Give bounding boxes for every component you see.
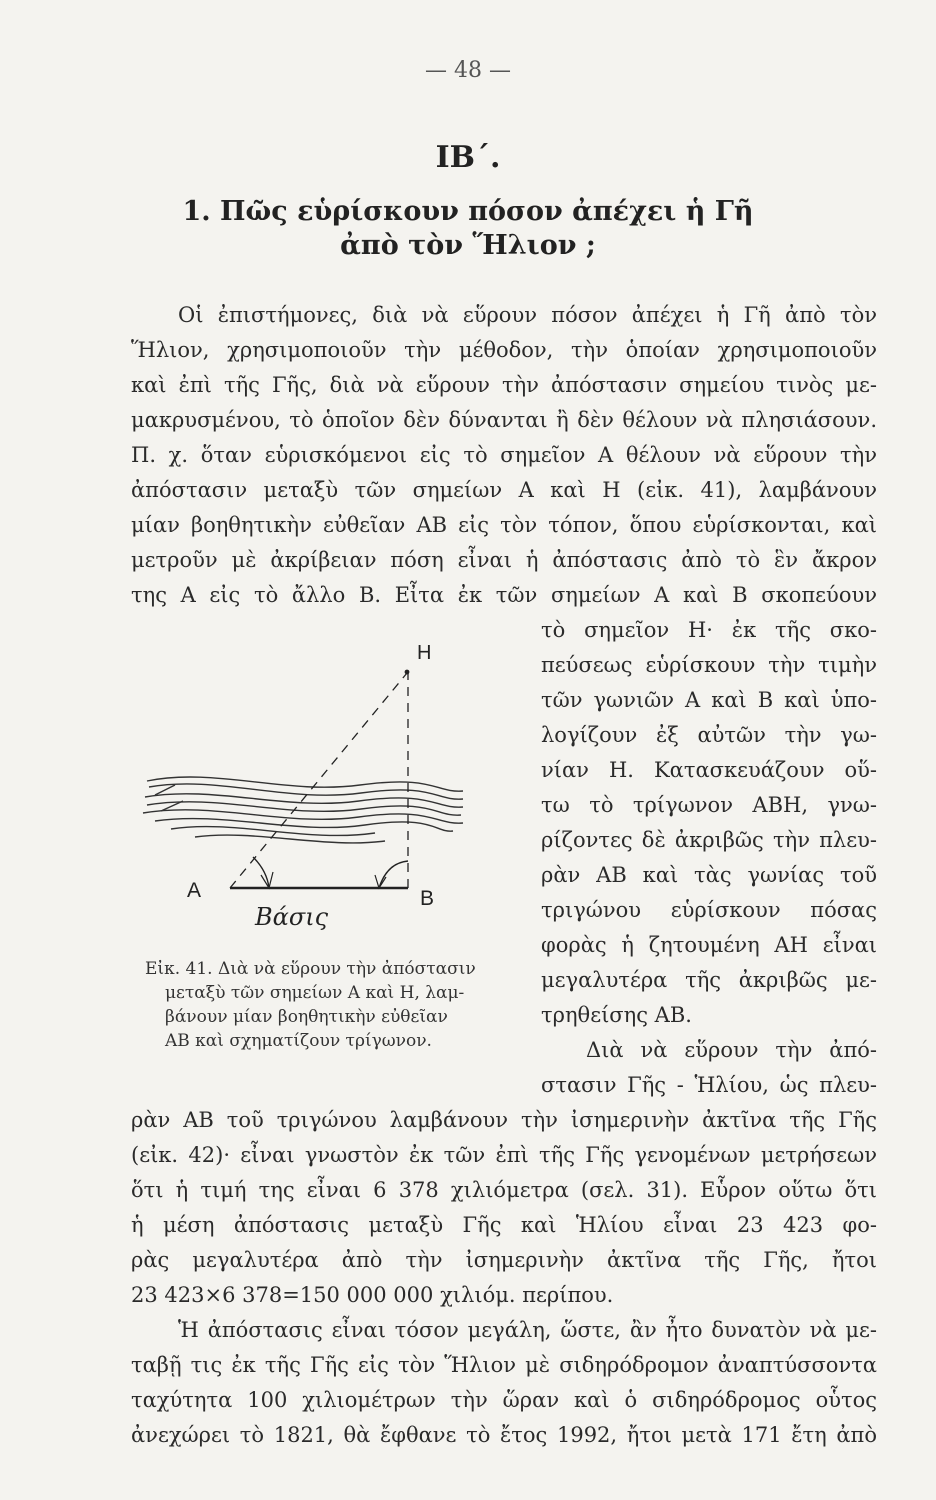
side-text-line: στασιν Γῆς - Ἡλίου, ὡς πλευ-: [541, 1073, 877, 1097]
para2-line: ἡ μέση ἀπόστασις μεταξὺ Γῆς καὶ Ἡλίου εἶναι 23 423 φο-: [131, 1213, 877, 1237]
para1-line: καὶ ἐπὶ τῆς Γῆς, διὰ νὰ εὕρουν τὴν ἀπόστασιν σημείου τινὸς με-: [131, 373, 877, 397]
para1-line: ἀπόστασιν μεταξὺ τῶν σημείων Α καὶ Η (εἰκ. 41), λαμβάνουν: [131, 478, 877, 502]
label-b: Β: [420, 887, 435, 910]
land-strip-drawing: [143, 777, 463, 843]
figure-caption-line: βάνουν μίαν βοηθητικὴν εὐθεῖαν: [165, 1007, 448, 1027]
title-line-2: ἀπὸ τὸν Ἥλιον ;: [340, 230, 596, 261]
side-text-line: πεύσεως εὑρίσκουν τὴν τιμὴν: [541, 653, 877, 677]
para1-line: μετροῦν μὲ ἀκρίβειαν πόση εἶναι ἡ ἀπόστασις ἀπὸ τὸ ἓν ἄκρον: [131, 548, 877, 572]
point-h-dot: [405, 670, 410, 675]
section-heading: ΙΒ΄.: [435, 140, 501, 175]
side-text-line: φορὰς ἡ ζητουμένη ΑΗ εἶναι: [541, 933, 877, 957]
para1-line: της Α εἰς τὸ ἄλλο Β. Εἶτα ἐκ τῶν σημείων Α καὶ Β σκοπεύουν: [131, 583, 877, 607]
base-label: Βάσις: [255, 903, 329, 931]
side-text-line: τρηθείσης ΑΒ.: [541, 1003, 692, 1027]
para3-line: Ἡ ἀπόστασις εἶναι τόσον μεγάλη, ὥστε, ἂν ἦτο δυνατὸν νὰ με-: [178, 1318, 877, 1342]
para2-line: ὅτι ἡ τιμή της εἶναι 6 378 χιλιόμετρα (σελ. 31). Εὗρον οὕτω ὅτι: [131, 1178, 877, 1202]
side-text-line: τριγώνου εὑρίσκουν πόσας: [541, 898, 877, 922]
label-h: Η: [417, 642, 432, 664]
side-text-line: ρὰν ΑΒ καὶ τὰς γωνίας τοῦ: [541, 863, 877, 887]
side-text-line: ρίζοντες δὲ ἀκριβῶς τὴν πλευ-: [541, 828, 877, 852]
side-text-line: τῶν γωνιῶν Α καὶ Β καὶ ὑπο-: [541, 688, 877, 712]
para3-line: ταβῇ τις ἐκ τῆς Γῆς εἰς τὸν Ἥλιον μὲ σιδηρόδρομον ἀναπτύσσοντα: [131, 1353, 877, 1377]
triangle-lines: [230, 673, 408, 888]
para2-line: 23 423×6 378=150 000 000 χιλιόμ. περίπου.: [131, 1283, 614, 1307]
side-text-line: μεγαλυτέρα τῆς ἀκριβῶς με-: [541, 968, 877, 992]
triangle-figure: [135, 635, 465, 950]
para1-line: Οἱ ἐπιστήμονες, διὰ νὰ εὕρουν πόσον ἀπέχει ἡ Γῆ ἀπὸ τὸν: [178, 303, 877, 327]
para2-line: ρὰς μεγαλυτέρα ἀπὸ τὴν ἰσημερινὴν ἀκτῖνα τῆς Γῆς, ἤτοι: [131, 1248, 877, 1272]
para1-line: μίαν βοηθητικὴν εὐθεῖαν ΑΒ εἰς τὸν τόπον, ὅπου εὑρίσκονται, καὶ: [131, 513, 877, 537]
figure-caption-line: μεταξὺ τῶν σημείων Α καὶ Η, λαμ-: [165, 983, 465, 1003]
side-text-line: τὸ σημεῖον Η· ἐκ τῆς σκο-: [541, 618, 877, 642]
para3-line: ἀνεχώρει τὸ 1821, θὰ ἔφθανε τὸ ἔτος 1992, ἤτοι μετὰ 171 ἔτη ἀπὸ: [131, 1423, 877, 1447]
figure-caption-line: ΑΒ καὶ σχηματίζουν τρίγωνον.: [165, 1031, 432, 1051]
title-line-1: 1. Πῶς εὑρίσκουν πόσον ἀπέχει ἡ Γῆ: [182, 196, 754, 227]
label-a: Α: [187, 879, 202, 902]
para3-line: ταχύτητα 100 χιλιομέτρων τὴν ὥραν καὶ ὁ σιδηρόδρομος οὗτος: [131, 1388, 877, 1412]
para1-line: Ἥλιον, χρησιμοποιοῦν τὴν μέθοδον, τὴν ὁποίαν χρησιμοποιοῦν: [131, 338, 877, 362]
figure-caption-line: Εἰκ. 41. Διὰ νὰ εὕρουν τὴν ἀπόστασιν: [145, 959, 476, 979]
side-text-line: νίαν Η. Κατασκευάζουν οὕ-: [541, 758, 877, 782]
side-text-line: Διὰ νὰ εὕρουν τὴν ἀπό-: [586, 1038, 877, 1062]
para2-line: ρὰν ΑΒ τοῦ τριγώνου λαμβάνουν τὴν ἰσημερινὴν ἀκτῖνα τῆς Γῆς: [131, 1108, 877, 1132]
para2-line: (εἰκ. 42)· εἶναι γνωστὸν ἐκ τῶν ἐπὶ τῆς Γῆς γενομένων μετρήσεων: [131, 1143, 877, 1167]
page-number: — 48 —: [425, 58, 511, 83]
para1-line: μακρυσμένου, τὸ ὁποῖον δὲν δύνανται ἢ δὲν θέλουν νὰ πλησιάσουν.: [131, 408, 877, 432]
para1-line: Π. χ. ὅταν εὑρισκόμενοι εἰς τὸ σημεῖον Α θέλουν νὰ εὕρουν τὴν: [131, 443, 877, 467]
side-text-line: τω τὸ τρίγωνον ΑΒΗ, γνω-: [541, 793, 877, 817]
side-text-line: λογίζουν ἐξ αὐτῶν τὴν γω-: [541, 723, 877, 747]
